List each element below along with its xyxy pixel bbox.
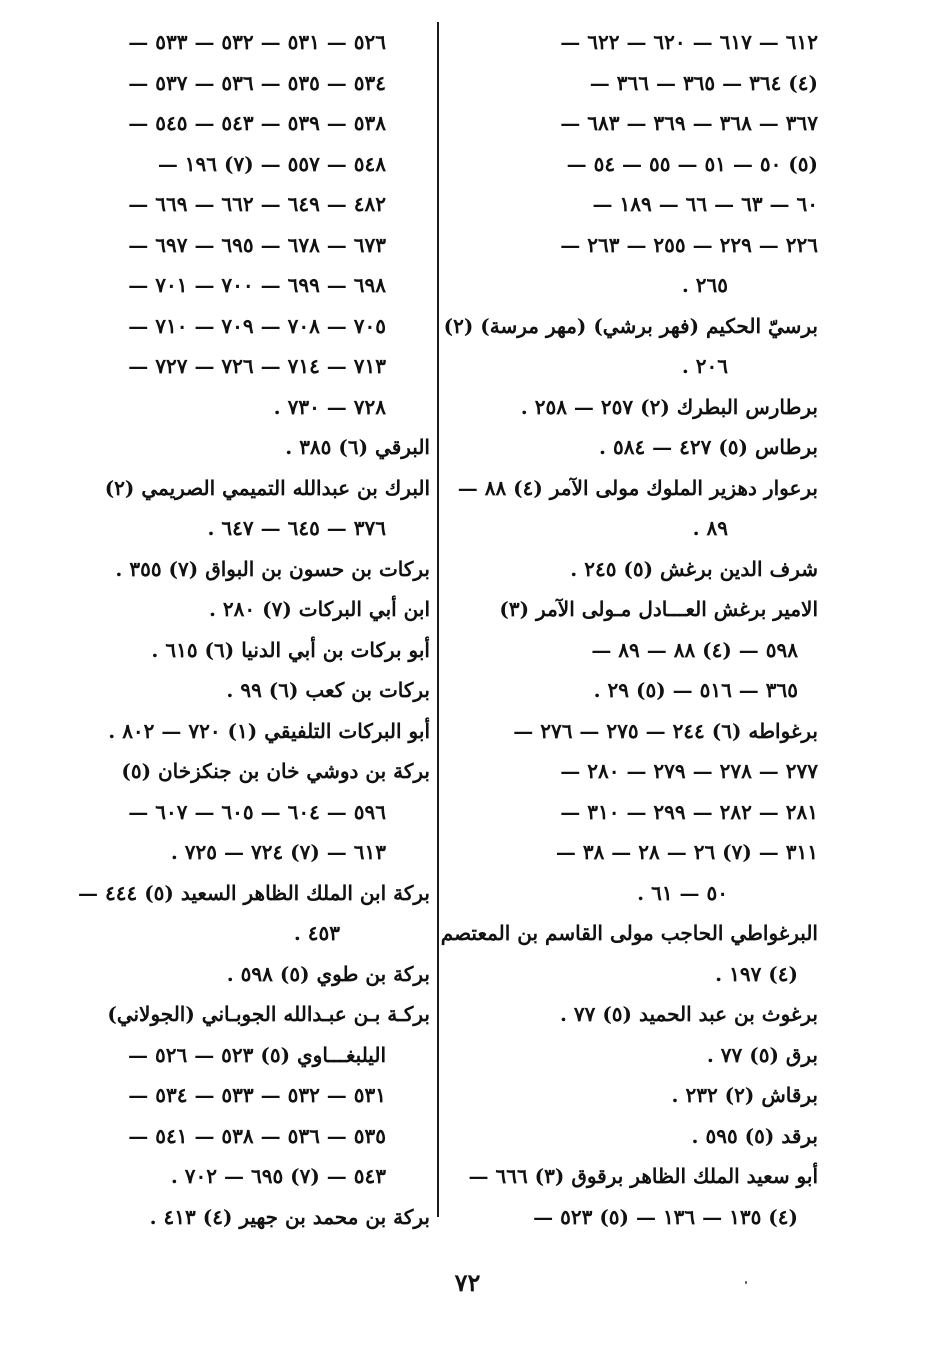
index-entry: بركة بن طوي (٥) ٥٩٨ . [226,961,430,986]
index-line: ٥٠ — ٦١ . [637,880,728,905]
index-entry: بركة بن دوشي خان بن جنكزخان (٥) [121,759,430,783]
index-line: (٥) ٥٠ — ٥١ — ٥٥ — ٥٤ — [566,151,818,176]
index-line: ٦٧٣ — ٦٧٨ — ٦٩٥ — ٦٩٧ — [128,232,386,257]
index-entry: برطاس (٥) ٤٢٧ — ٥٨٤ . [599,435,818,459]
index-line: ٢٢٦ — ٢٢٩ — ٢٥٥ — ٢٦٣ — [560,232,818,257]
index-line: (٤) ١٩٧ . [715,961,798,986]
index-entry: البرغواطي الحاجب مولى القاسم بن المعتصم [440,921,818,945]
index-entry: برغوث بن عبد الحميد (٥) ٧٧ . [559,1002,818,1026]
left-column [60,22,430,1237]
index-entry: البرك بن عبدالله التميمي الصريمي (٢) [104,475,430,500]
index-line: ٣١١ — (٧) ٢٦ — ٢٨ — ٣٨ — [555,840,818,864]
index-line: ٣٧٦ — ٦٤٥ — ٦٤٧ . [207,516,386,540]
index-line: ٧١٣ — ٧١٤ — ٧٢٦ — ٧٢٧ — [128,354,386,378]
index-line: ٥٤٣ — (٧) ٦٩٥ — ٧٠٢ . [170,1164,386,1188]
index-entry: بركات بن حسون بن البواق (٧) ٣٥٥ . [115,556,430,581]
index-line: اليلبغـــاوي (٥) ٥٢٣ — ٥٢٦ — [128,1042,386,1067]
index-line: ٢٠٦ . [681,354,728,378]
index-line: ٦٩٨ — ٦٩٩ — ٧٠٠ — ٧٠١ — [128,273,386,297]
index-line: ٤٨٢ — ٦٤٩ — ٦٦٢ — ٦٦٩ — [128,192,386,216]
index-line: ٧٠٥ — ٧٠٨ — ٧٠٩ — ٧١٠ — [128,313,386,338]
index-line: ٦١٣ — (٧) ٧٢٤ — ٧٢٥ . [170,840,386,864]
index-entry: البرقي (٦) ٣٨٥ . [285,435,430,459]
index-line: (٤) ١٣٥ — ١٣٦ — (٥) ٥٢٣ — [533,1204,798,1229]
index-entry: أبو البركات التلفيقي (١) ٧٢٠ — ٨٠٢ . [108,718,430,743]
index-line: ٢٧٧ — ٢٧٨ — ٢٧٩ — ٢٨٠ — [560,759,818,783]
index-line: ٨٩ . [692,516,728,540]
index-entry: برعوار دهزير الملوك مولى الآمر (٤) ٨٨ — [457,475,818,500]
index-line: ٥٤٨ — ٥٥٧ — (٧) ١٩٦ — [157,151,386,176]
index-line: ٣٦٧ — ٣٦٨ — ٣٦٩ — ٦٨٣ — [560,111,818,135]
index-line: ٥٣٤ — ٥٣٥ — ٥٣٦ — ٥٣٧ — [128,70,386,95]
index-entry: بركة ابن الملك الظاهر السعيد (٥) ٤٤٤ — [78,880,430,905]
index-line: ٤٥٣ . [293,921,340,945]
column-divider [437,22,439,1217]
index-entry: بركـة بـن عبـدالله الجوبـاني (الجولاني) [107,1002,430,1026]
index-line: ٧٢٨ — ٧٣٠ . [273,394,386,419]
index-line: ٥٣١ — ٥٣٢ — ٥٣٣ — ٥٣٤ — [128,1083,386,1107]
index-line: ٥٣٥ — ٥٣٦ — ٥٣٨ — ٥٤١ — [128,1123,386,1148]
index-line: ٢٨١ — ٢٨٢ — ٢٩٩ — ٣١٠ — [560,799,818,824]
index-entry: بركة بن محمد بن جهير (٤) ٤١٣ . [149,1204,430,1229]
right-column [440,22,818,1237]
index-line: ٦١٢ — ٦١٧ — ٦٢٠ — ٦٢٢ — [560,30,818,54]
index-line: ٢٦٥ . [681,273,728,297]
index-entry: برقاش (٢) ٢٣٢ . [671,1083,818,1107]
index-line: ٦٠ — ٦٣ — ٦٦ — ١٨٩ — [592,192,818,216]
index-entry: برسيّ الحكيم (فهر برشي) (مهر مرسة) (٢) [443,313,818,338]
index-line: ٥٣٨ — ٥٣٩ — ٥٤٣ — ٥٤٥ — [128,111,386,135]
index-line: ٥٩٨ — (٤) ٨٨ — ٨٩ — [591,637,798,662]
index-entry: ابن أبي البركات (٧) ٢٨٠ . [208,597,430,621]
index-entry: برغواطه (٦) ٢٤٤ — ٢٧٥ — ٢٧٦ — [513,718,818,743]
index-entry: شرف الدين برغش (٥) ٢٤٥ . [570,556,818,581]
index-line: (٤) ٣٦٤ — ٣٦٥ — ٣٦٦ — [589,70,818,95]
index-entry: برقد (٥) ٥٩٥ . [691,1123,818,1148]
index-entry: أبو سعيد الملك الظاهر برقوق (٣) ٦٦٦ — [468,1164,818,1188]
index-entry: الامير برغش العـــادل مـولى الآمر (٣) [499,597,818,621]
page-number: ٧٢ [454,1268,481,1297]
index-line: ٥٩٦ — ٦٠٤ — ٦٠٥ — ٦٠٧ — [128,799,386,824]
index-entry: برطارس البطرك (٢) ٢٥٧ — ٢٥٨ . [520,394,818,419]
index-line: ٥٢٦ — ٥٣١ — ٥٣٢ — ٥٣٣ — [128,30,386,54]
index-entry: أبو بركات بن أبي الدنيا (٦) ٦١٥ . [151,637,430,662]
scan-speck [745,1281,747,1284]
index-entry: برق (٥) ٧٧ . [706,1042,818,1067]
index-line: ٣٦٥ — ٥١٦ — (٥) ٢٩ . [593,678,798,702]
index-entry: بركات بن كعب (٦) ٩٩ . [226,678,430,702]
